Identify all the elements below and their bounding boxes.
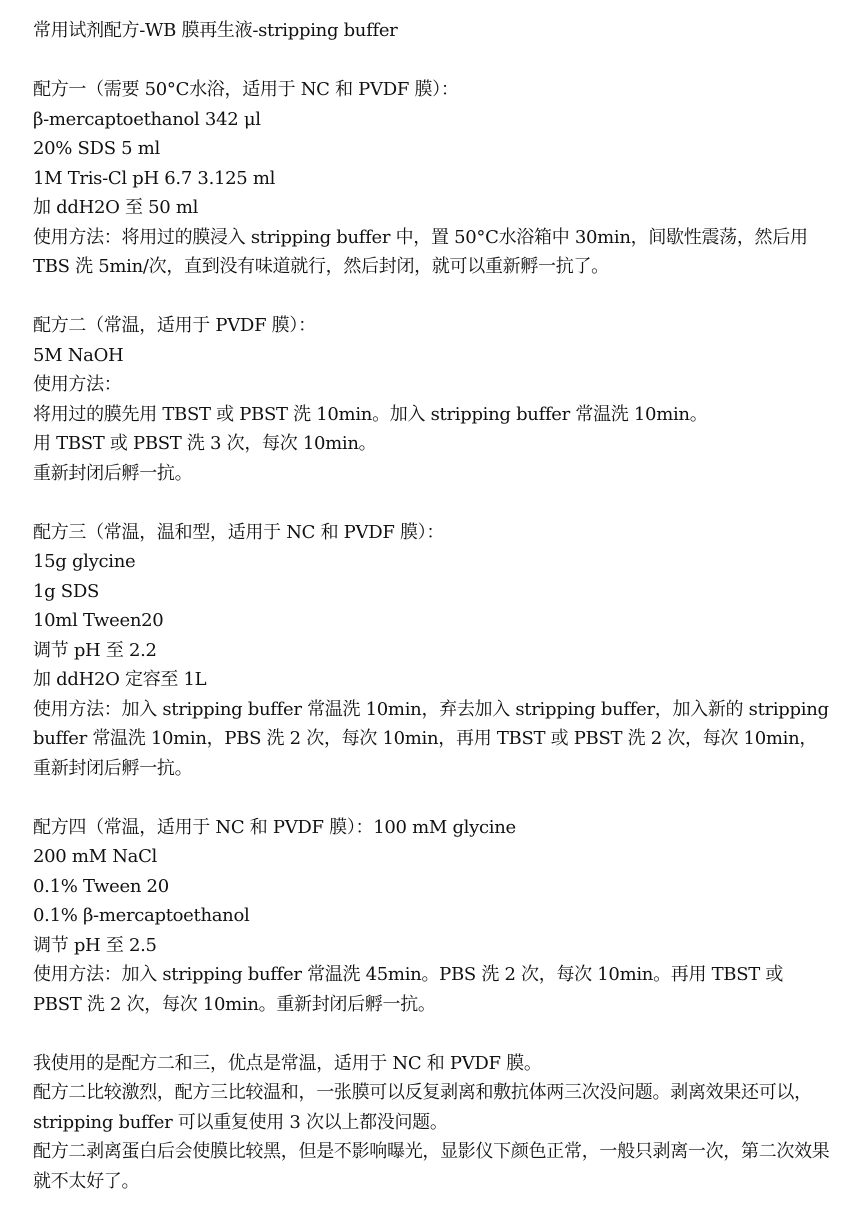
recipe1-heading: 配方一（需要 50°C水浴，适用于 NC 和 PVDF 膜）： xyxy=(33,79,459,100)
recipe1-line: 加 ddH2O 至 50 ml xyxy=(33,197,199,218)
document-page xyxy=(33,16,833,1196)
recipe2-heading: 配方二（常温，适用于 PVDF 膜）： xyxy=(33,315,316,336)
spacer xyxy=(33,1019,833,1049)
recipe2-line: 使用方法： xyxy=(33,374,122,395)
recipe2-line: 重新封闭后孵一抗。 xyxy=(33,462,193,484)
recipe3-line: 10ml Tween20 xyxy=(33,610,164,631)
recipe4-line: 0.1% Tween 20 xyxy=(33,875,169,897)
notes-paragraph: 我使用的是配方二和三，优点是常温，适用于 NC 和 PVDF 膜。 xyxy=(33,1052,542,1074)
recipe1-line: β-mercaptoethanol 342 μl xyxy=(33,108,261,130)
notes-paragraph: 配方二比较激烈，配方三比较温和，一张膜可以反复剥离和敷抗体两三次没问题。剥离效果还可以，stripping buffer 可以重复使用 3 次以上都没问题。 xyxy=(33,1082,812,1133)
recipe4-line: 调节 pH 至 2.5 xyxy=(33,934,157,956)
recipe4-usage: 使用方法：加入 stripping buffer 常温洗 45min。PBS 洗 2 次，每次 10min。再用 TBST 或 PBST 洗 2 次，每次 10min。重新封闭后孵一抗。 xyxy=(33,964,784,1015)
recipe2-line: 将用过的膜先用 TBST 或 PBST 洗 10min。加入 stripping buffer 常温洗 10min。 xyxy=(33,403,708,425)
spacer xyxy=(33,46,833,76)
recipe1-line: 20% SDS 5 ml xyxy=(33,138,160,159)
recipe3-line: 调节 pH 至 2.2 xyxy=(33,639,157,661)
recipe2-line: 5M NaOH xyxy=(33,344,124,366)
recipe3-heading: 配方三（常温，温和型，适用于 NC 和 PVDF 膜）： xyxy=(33,521,445,543)
recipe3-usage: 使用方法：加入 stripping buffer 常温洗 10min，弃去加入 stripping buffer，加入新的 stripping buffer 常温洗 10min，PBS 洗 2 次，每次 10min，再用 TBST 或 PBST 洗 2 次，每次 10min，重新封闭后孵一抗。 xyxy=(33,698,829,779)
recipe2-line: 用 TBST 或 PBST 洗 3 次，每次 10min。 xyxy=(33,433,377,454)
recipe1-usage: 使用方法：将用过的膜浸入 stripping buffer 中，置 50°C水浴箱中 30min，间歇性震荡，然后用 TBS 洗 5min/次，直到没有味道就行，然后封闭，就可以重新孵一抗了。 xyxy=(33,226,808,277)
recipe4-line: 0.1% β-mercaptoethanol xyxy=(33,905,250,926)
recipe3-line: 加 ddH2O 定容至 1L xyxy=(33,669,207,690)
document-title: 常用试剂配方-WB 膜再生液-stripping buffer xyxy=(33,20,398,41)
recipe1-line: 1M Tris-Cl pH 6.7 3.125 ml xyxy=(33,167,276,189)
recipe4-line: 200 mM NaCl xyxy=(33,846,158,867)
spacer xyxy=(33,488,833,518)
recipe4-heading: 配方四（常温，适用于 NC 和 PVDF 膜）：100 mM glycine xyxy=(33,816,516,838)
spacer xyxy=(33,783,833,813)
recipe3-line: 15g glycine xyxy=(33,551,136,572)
recipe3-line: 1g SDS xyxy=(33,580,99,602)
notes-paragraph: 配方二剥离蛋白后会使膜比较黑，但是不影响曝光，显影仪下颜色正常，一般只剥离一次，第二次效果就不太好了。 xyxy=(33,1141,830,1192)
spacer xyxy=(33,282,833,312)
